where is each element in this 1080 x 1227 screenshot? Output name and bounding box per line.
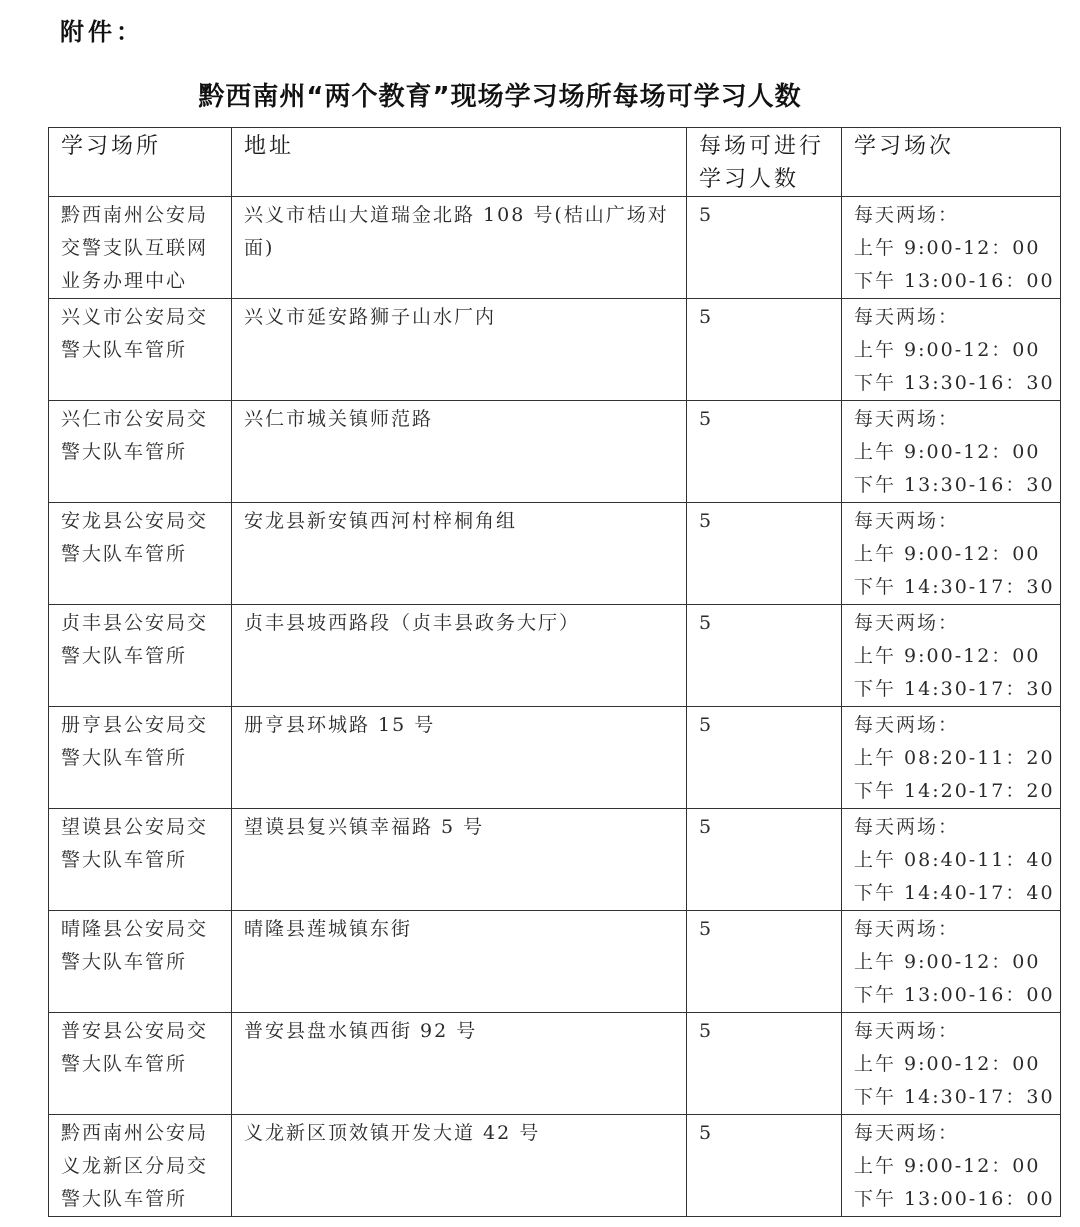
- table-row: [49, 809, 1061, 911]
- session-title: 每天两场：: [854, 510, 960, 532]
- document-title: 黔西南州“两个教育”现场学习场所每场可学习人数: [198, 82, 802, 112]
- venue-cell: [49, 197, 232, 299]
- morning-session: 上午 9:00-12：00: [854, 543, 1041, 565]
- table-row: [49, 299, 1061, 401]
- afternoon-session: 下午 13:30-16：30: [854, 372, 1055, 394]
- table-row: [49, 1013, 1061, 1115]
- afternoon-session: 下午 14:20-17：20: [854, 780, 1055, 802]
- session-title: 每天两场：: [854, 918, 960, 940]
- session-title: 每天两场：: [854, 306, 960, 328]
- venue-name: 兴义市公安局交警大队车管所: [61, 306, 209, 361]
- morning-session: 上午 9:00-12：00: [854, 951, 1041, 973]
- venue-name: 兴仁市公安局交警大队车管所: [61, 408, 209, 463]
- venue-name: 册亨县公安局交警大队车管所: [61, 714, 209, 769]
- venue-schedule-table: [48, 127, 1061, 1217]
- sessions-cell: [842, 707, 1061, 809]
- venue-cell: [49, 605, 232, 707]
- afternoon-session: 下午 13:00-16：00: [854, 984, 1055, 1006]
- afternoon-session: 下午 14:30-17：30: [854, 576, 1055, 598]
- session-title: 每天两场：: [854, 816, 960, 838]
- capacity-cell: 5: [687, 605, 842, 707]
- morning-session: 上午 9:00-12：00: [854, 1053, 1041, 1075]
- morning-session: 上午 08:20-11：20: [854, 747, 1055, 769]
- header-venue: 学习场所: [49, 128, 232, 197]
- address-cell: 册亨县环城路 15 号: [232, 707, 687, 809]
- venue-cell: [49, 503, 232, 605]
- morning-session: 上午 08:40-11：40: [854, 849, 1055, 871]
- sessions-cell: [842, 605, 1061, 707]
- sessions-cell: [842, 503, 1061, 605]
- morning-session: 上午 9:00-12：00: [854, 237, 1041, 259]
- capacity-cell: 5: [687, 809, 842, 911]
- session-title: 每天两场：: [854, 612, 960, 634]
- afternoon-session: 下午 13:00-16：00: [854, 1188, 1055, 1210]
- session-title: 每天两场：: [854, 1122, 960, 1144]
- address-cell: 望谟县复兴镇幸福路 5 号: [232, 809, 687, 911]
- address-cell: 贞丰县坡西路段（贞丰县政务大厅）: [232, 605, 687, 707]
- afternoon-session: 下午 13:30-16：30: [854, 474, 1055, 496]
- sessions-cell: [842, 911, 1061, 1013]
- sessions-cell: [842, 197, 1061, 299]
- table-row: [49, 401, 1061, 503]
- table-header-row: [49, 128, 1061, 197]
- address-cell: 兴义市桔山大道瑞金北路 108 号(桔山广场对面): [232, 197, 687, 299]
- venue-cell: [49, 1013, 232, 1115]
- table-row: [49, 503, 1061, 605]
- venue-cell: [49, 707, 232, 809]
- capacity-cell: 5: [687, 197, 842, 299]
- venue-cell: [49, 911, 232, 1013]
- annex-label: 附件：: [60, 18, 144, 46]
- header-sessions: 学习场次: [842, 128, 1061, 197]
- morning-session: 上午 9:00-12：00: [854, 441, 1041, 463]
- capacity-cell: 5: [687, 911, 842, 1013]
- address-cell: 兴义市延安路狮子山水厂内: [232, 299, 687, 401]
- morning-session: 上午 9:00-12：00: [854, 1155, 1041, 1177]
- venue-name: 黔西南州公安局交警支队互联网业务办理中心: [61, 204, 209, 292]
- venue-name: 贞丰县公安局交警大队车管所: [61, 612, 209, 667]
- table-row: [49, 911, 1061, 1013]
- venue-cell: [49, 1115, 232, 1217]
- address-cell: 安龙县新安镇西河村梓桐角组: [232, 503, 687, 605]
- sessions-cell: [842, 809, 1061, 911]
- address-cell: 晴隆县莲城镇东街: [232, 911, 687, 1013]
- address-cell: 兴仁市城关镇师范路: [232, 401, 687, 503]
- capacity-cell: 5: [687, 503, 842, 605]
- session-title: 每天两场：: [854, 1020, 960, 1042]
- table-row: [49, 605, 1061, 707]
- capacity-cell: 5: [687, 707, 842, 809]
- session-title: 每天两场：: [854, 408, 960, 430]
- afternoon-session: 下午 13:00-16：00: [854, 270, 1055, 292]
- morning-session: 上午 9:00-12：00: [854, 645, 1041, 667]
- sessions-cell: [842, 299, 1061, 401]
- morning-session: 上午 9:00-12：00: [854, 339, 1041, 361]
- table-row: [49, 707, 1061, 809]
- capacity-cell: 5: [687, 1115, 842, 1217]
- venue-cell: [49, 809, 232, 911]
- table-row: [49, 197, 1061, 299]
- header-capacity: 每场可进行学习人数: [687, 128, 842, 197]
- table-row: [49, 1115, 1061, 1217]
- afternoon-session: 下午 14:30-17：30: [854, 1086, 1055, 1108]
- address-cell: 义龙新区顶效镇开发大道 42 号: [232, 1115, 687, 1217]
- capacity-cell: 5: [687, 299, 842, 401]
- venue-name: 普安县公安局交警大队车管所: [61, 1020, 209, 1075]
- afternoon-session: 下午 14:40-17：40: [854, 882, 1055, 904]
- venue-cell: [49, 401, 232, 503]
- sessions-cell: [842, 1115, 1061, 1217]
- header-address: 地址: [232, 128, 687, 197]
- capacity-cell: 5: [687, 401, 842, 503]
- sessions-cell: [842, 1013, 1061, 1115]
- venue-name: 黔西南州公安局义龙新区分局交警大队车管所: [61, 1122, 209, 1210]
- sessions-cell: [842, 401, 1061, 503]
- address-cell: 普安县盘水镇西街 92 号: [232, 1013, 687, 1115]
- session-title: 每天两场：: [854, 714, 960, 736]
- capacity-cell: 5: [687, 1013, 842, 1115]
- venue-cell: [49, 299, 232, 401]
- venue-name: 晴隆县公安局交警大队车管所: [61, 918, 209, 973]
- afternoon-session: 下午 14:30-17：30: [854, 678, 1055, 700]
- venue-name: 安龙县公安局交警大队车管所: [61, 510, 209, 565]
- session-title: 每天两场：: [854, 204, 960, 226]
- venue-name: 望谟县公安局交警大队车管所: [61, 816, 209, 871]
